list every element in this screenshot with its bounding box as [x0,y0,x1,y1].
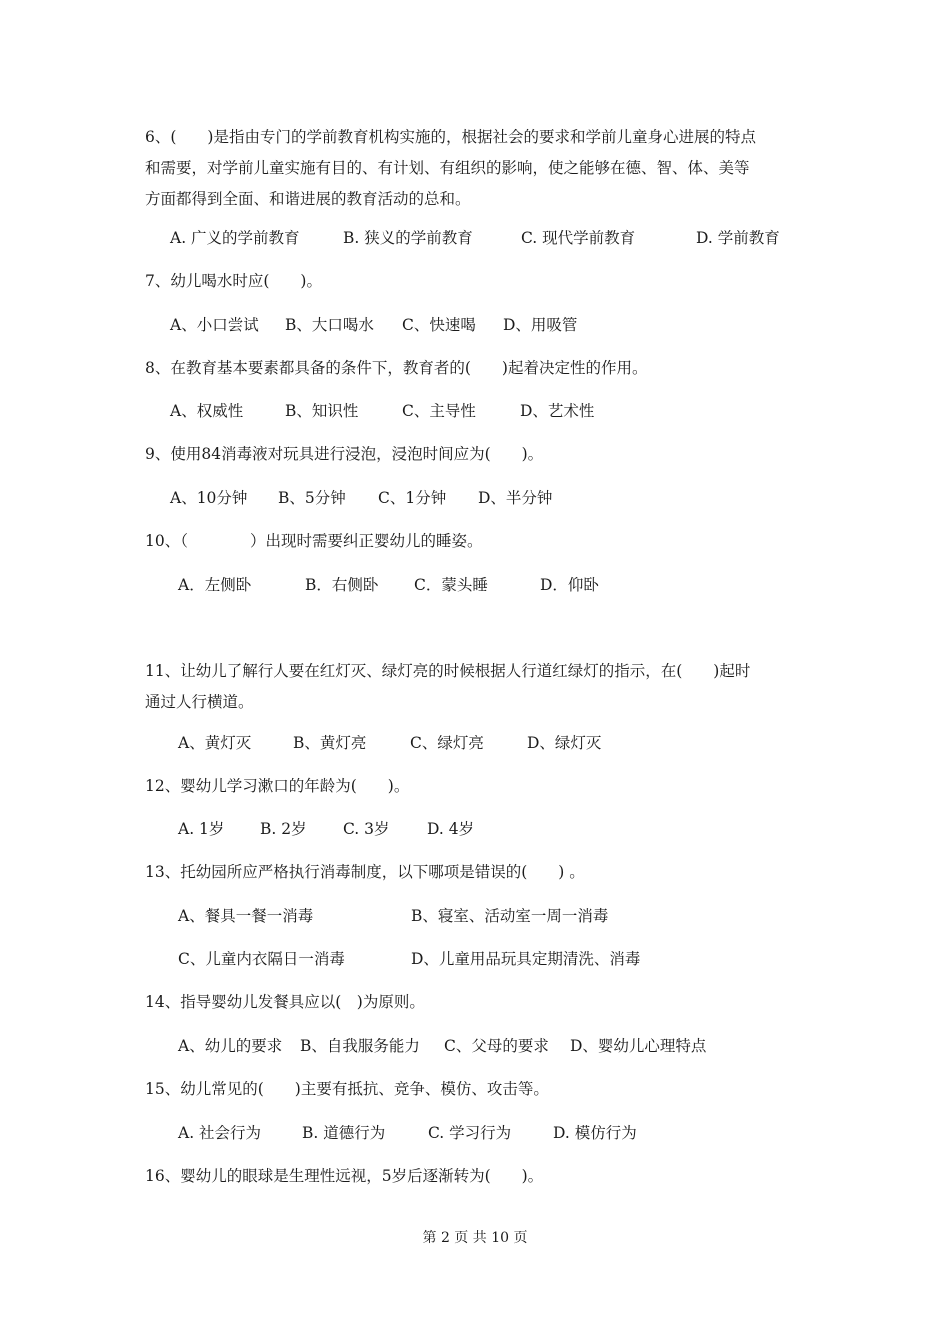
question-9-option-c: C、1分钟 [378,489,447,507]
question-12-option-a: A. 1岁 [178,820,225,838]
question-11-option-b: B、黄灯亮 [293,734,367,752]
question-14-option-c: C、父母的要求 [444,1037,549,1055]
question-6-line-1: 6、( )是指由专门的学前教育机构实施的，根据社会的要求和学前儿童身心进展的特点 [145,128,756,146]
question-8-option-b: B、知识性 [285,402,359,420]
question-12-option-b: B. 2岁 [260,820,307,838]
question-13-line-1: 13、托幼园所应严格执行消毒制度，以下哪项是错误的( ) 。 [145,863,585,881]
question-6-option-a: A. 广义的学前教育 [170,229,300,247]
question-10-line-1: 10、（ ）出现时需要纠正婴幼儿的睡姿。 [145,532,483,550]
question-7-option-b: B、大口喝水 [285,316,374,334]
question-6-line-3: 方面都得到全面、和谐进展的教育活动的总和。 [145,190,471,208]
question-7-option-a: A、小口尝试 [170,316,259,334]
question-6-option-c: C. 现代学前教育 [521,229,636,247]
question-12-line-1: 12、婴幼儿学习漱口的年龄为( )。 [145,777,410,795]
question-15-option-b: B. 道德行为 [302,1124,386,1142]
question-13-option-d: D、儿童用品玩具定期清洗、消毒 [411,950,641,968]
question-14-line-1: 14、指导婴幼儿发餐具应以( )为原则。 [145,993,425,1011]
question-15-option-c: C. 学习行为 [428,1124,512,1142]
question-7-option-d: D、用吸管 [503,316,578,334]
question-8-line-1: 8、在教育基本要素都具备的条件下，教育者的( )起着决定性的作用。 [145,359,648,377]
question-10-option-a: A．左侧卧 [178,576,252,594]
question-15-option-d: D. 模仿行为 [553,1124,637,1142]
question-8-option-d: D、艺术性 [520,402,595,420]
question-7-line-1: 7、幼儿喝水时应( )。 [145,272,322,290]
question-13-option-c: C、儿童内衣隔日一消毒 [178,950,345,968]
question-11-line-1: 11、让幼儿了解行人要在红灯灭、绿灯亮的时候根据人行道红绿灯的指示，在( )起时 [145,662,751,680]
page-footer: 第 2 页 共 10 页 [422,1230,528,1246]
question-11-option-d: D、绿灯灭 [527,734,602,752]
question-14-option-a: A、幼儿的要求 [178,1037,283,1055]
question-12-option-d: D. 4岁 [427,820,475,838]
question-10-option-c: C．蒙头睡 [414,576,488,594]
question-6-line-2: 和需要，对学前儿童实施有目的、有计划、有组织的影响，使之能够在德、智、体、美等 [145,159,750,177]
question-11-line-2: 通过人行横道。 [145,693,254,711]
question-9-option-a: A、10分钟 [170,489,248,507]
question-8-option-a: A、权威性 [170,402,244,420]
question-9-option-b: B、5分钟 [278,489,346,507]
question-6-option-b: B. 狭义的学前教育 [343,229,473,247]
question-10-option-d: D．仰卧 [540,576,599,594]
question-15-line-1: 15、幼儿常见的( )主要有抵抗、竞争、模仿、攻击等。 [145,1080,549,1098]
question-11-option-a: A、黄灯灭 [178,734,252,752]
question-11-option-c: C、绿灯亮 [410,734,484,752]
question-13-option-b: B、寝室、活动室一周一消毒 [411,907,609,925]
question-9-line-1: 9、使用84消毒液对玩具进行浸泡，浸泡时间应为( )。 [145,445,544,463]
question-13-option-a: A、餐具一餐一消毒 [178,907,314,925]
question-9-option-d: D、半分钟 [478,489,553,507]
question-14-option-d: D、婴幼儿心理特点 [570,1037,707,1055]
question-8-option-c: C、主导性 [402,402,476,420]
question-12-option-c: C. 3岁 [343,820,390,838]
question-10-option-b: B．右侧卧 [305,576,379,594]
question-16-line-1: 16、婴幼儿的眼球是生理性远视，5岁后逐渐转为( )。 [145,1167,544,1185]
question-7-option-c: C、快速喝 [402,316,476,334]
question-6-option-d: D. 学前教育 [696,229,780,247]
question-15-option-a: A. 社会行为 [178,1124,262,1142]
question-14-option-b: B、自我服务能力 [300,1037,420,1055]
